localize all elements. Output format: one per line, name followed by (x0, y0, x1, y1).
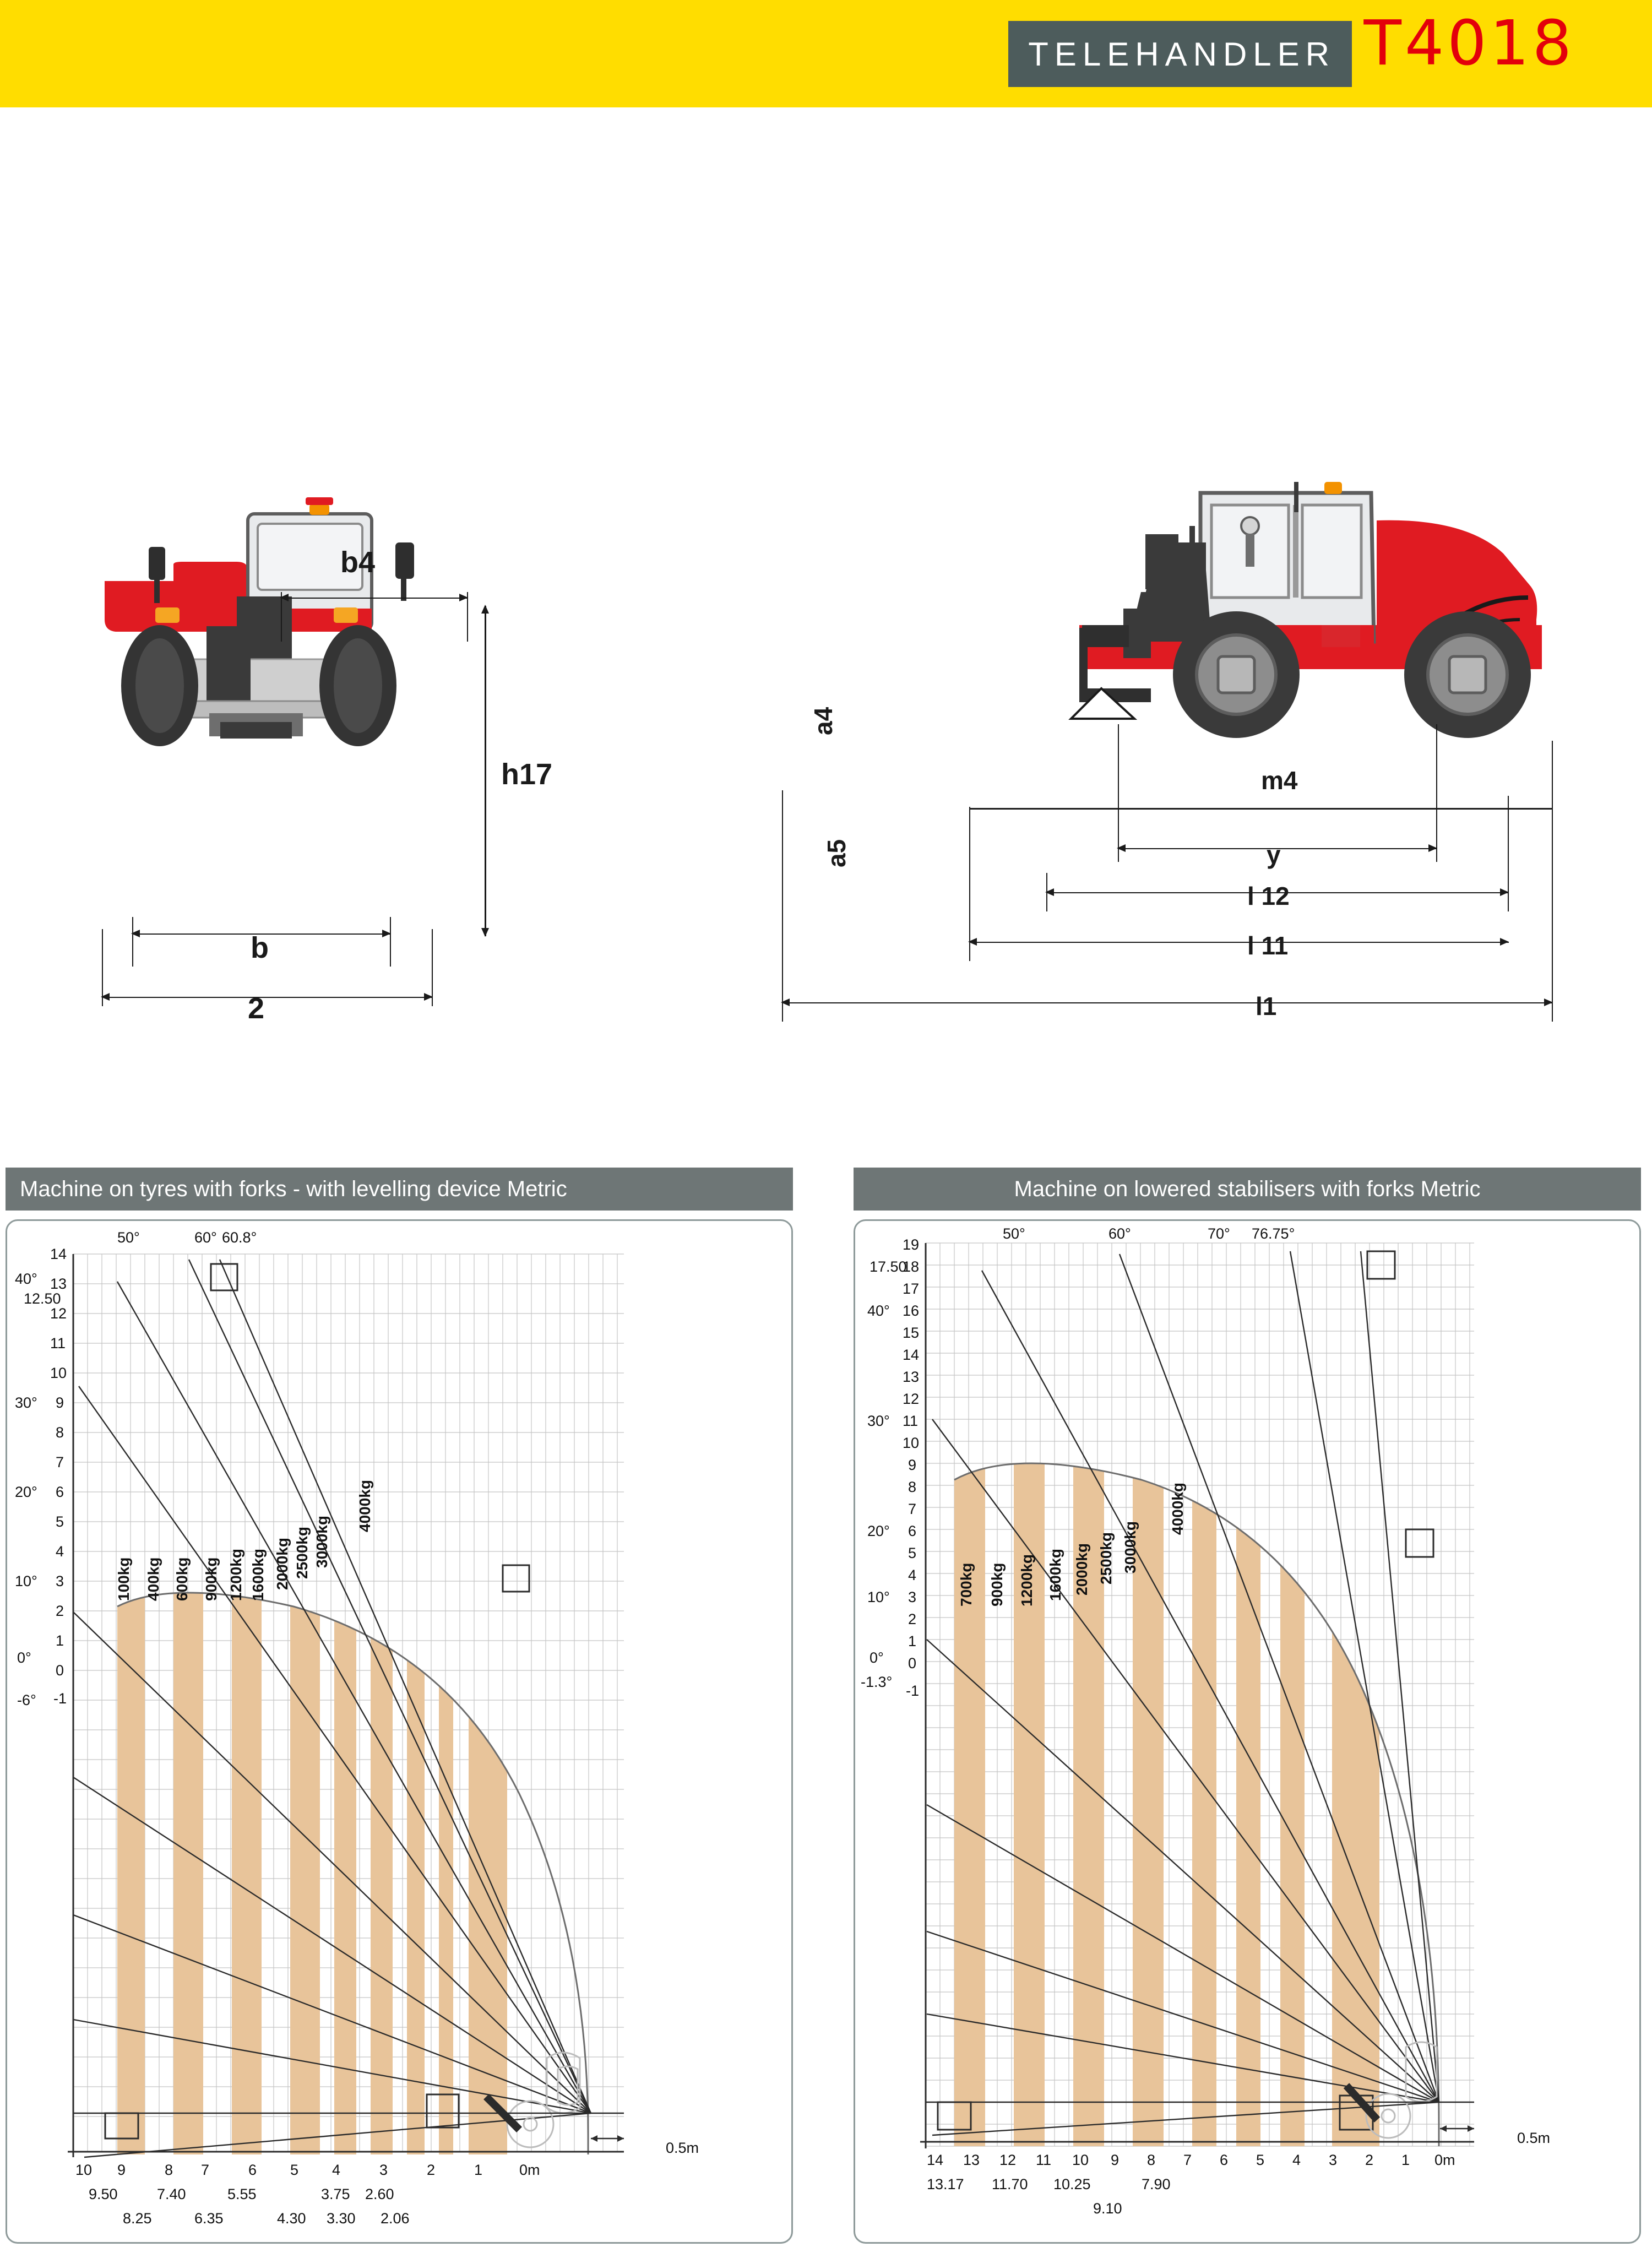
band-700kg: 700kg (958, 1562, 975, 1606)
angle-40: 40° (15, 1271, 37, 1287)
y-tick-4: 4 (56, 1543, 64, 1560)
y-extra-1250: 12.50 (24, 1290, 61, 1307)
dim-b4-line (281, 598, 468, 599)
band-2500kg: 2500kg (294, 1527, 311, 1579)
x-tick-3r: 3 (1329, 2152, 1338, 2168)
x-tick-2: 2 (427, 2162, 436, 2178)
x-subtick-635: 6.35 (194, 2210, 224, 2227)
front-view-machine (72, 482, 529, 768)
dim-overall-line (102, 997, 432, 998)
header-category-tag: TELEHANDLER (1008, 21, 1352, 87)
x-subtick-950: 9.50 (89, 2186, 118, 2202)
label-l11: l 11 (1247, 931, 1289, 960)
angle-60r: 60° (1108, 1225, 1131, 1242)
x-subtick-206: 2.06 (381, 2210, 410, 2227)
band-1600kg-r: 1600kg (1047, 1549, 1064, 1601)
x-tick-3: 3 (379, 2162, 388, 2178)
band-1200kg-r: 1200kg (1018, 1554, 1035, 1606)
dim-overall-tick-right (432, 929, 433, 1006)
x-tick-1r: 1 (1401, 2152, 1410, 2168)
band-3000kg-r: 3000kg (1122, 1521, 1139, 1573)
x-tick-11r: 11 (1036, 2152, 1052, 2168)
x-tick-9: 9 (117, 2162, 126, 2178)
y-tick-8: 8 (56, 1424, 64, 1441)
y-tick-16: 16 (903, 1302, 920, 1319)
x-tick-9r: 9 (1111, 2152, 1120, 2168)
angle-0: 0° (17, 1649, 31, 1666)
y-tick-13r: 13 (903, 1369, 920, 1385)
x-tick-13r: 13 (963, 2152, 980, 2168)
dim-l1-tick-right (1552, 741, 1553, 1022)
dim-h17-arrow-up (481, 605, 489, 614)
y-tick-14r: 14 (903, 1347, 920, 1363)
y-tick-3: 3 (56, 1573, 64, 1589)
dim-l11-tick-left (969, 807, 970, 961)
y-tick-4r: 4 (908, 1567, 917, 1583)
y-tick-10r: 10 (903, 1435, 920, 1451)
header-model-number: T4018 (1363, 8, 1575, 79)
angle-30r: 30° (867, 1413, 890, 1429)
label-l12: l 12 (1247, 882, 1290, 910)
y-extra-1750: 17.50 (870, 1258, 907, 1275)
label-b: b (251, 931, 269, 964)
band-400kg: 400kg (145, 1557, 162, 1601)
y-tick-3r: 3 (908, 1589, 917, 1605)
y-tick-12r: 12 (903, 1391, 920, 1407)
x-subtick-1170: 11.70 (992, 2176, 1028, 2192)
dim-h17-arrow-down (481, 928, 489, 937)
dim-y-tick-left (1118, 724, 1119, 862)
x-subtick-555: 5.55 (227, 2186, 257, 2202)
panel-stabilisers-box (854, 1219, 1641, 2244)
label-b4: b4 (340, 546, 376, 579)
x-subtick-330: 3.30 (327, 2210, 356, 2227)
x-tick-12r: 12 (999, 2152, 1017, 2168)
label-l1: l1 (1256, 992, 1277, 1021)
x-tick-4r: 4 (1292, 2152, 1301, 2168)
note-half-metre: 0.5m (666, 2140, 699, 2156)
dim-y-tick-right (1436, 724, 1437, 862)
dim-l12-tick-left (1046, 873, 1047, 911)
band-3000kg: 3000kg (313, 1516, 330, 1568)
panel-tyres-box (6, 1219, 793, 2244)
band-1600kg: 1600kg (249, 1549, 267, 1601)
label-h17: h17 (501, 758, 553, 791)
x-subtick-1025: 10.25 (1053, 2176, 1091, 2192)
label-y: y (1267, 840, 1281, 869)
angle-50r: 50° (1003, 1225, 1025, 1242)
y-tick-8r: 8 (908, 1479, 917, 1495)
x-subtick-825: 8.25 (123, 2210, 152, 2227)
y-tick-10: 10 (50, 1365, 67, 1381)
y-tick-minus1r: -1 (906, 1682, 920, 1699)
y-tick-15: 15 (903, 1325, 920, 1341)
y-tick-6: 6 (56, 1484, 64, 1500)
angle-minus6: -6° (17, 1692, 36, 1708)
angle-minus13r: -1.3° (861, 1674, 893, 1690)
dim-b-tick-left (132, 917, 133, 967)
x-tick-0m: 0m (519, 2162, 540, 2178)
label-a4: a4 (809, 707, 838, 735)
dim-overall-tick-left (102, 929, 103, 1006)
y-tick-19: 19 (903, 1236, 920, 1253)
machine-drawings (0, 107, 1652, 1148)
angle-60-8: 60.8° (222, 1229, 257, 1246)
y-tick-7r: 7 (908, 1501, 917, 1517)
x-subtick-1317: 13.17 (927, 2176, 964, 2192)
y-tick-14: 14 (50, 1246, 67, 1262)
band-2000kg-r: 2000kg (1073, 1543, 1090, 1595)
y-tick-minus1: -1 (53, 1690, 67, 1707)
y-tick-6r: 6 (908, 1523, 917, 1539)
x-tick-1: 1 (474, 2162, 483, 2178)
y-tick-2r: 2 (908, 1611, 917, 1627)
x-tick-10r: 10 (1072, 2152, 1089, 2168)
ground-line-side (969, 808, 1553, 810)
angle-20: 20° (15, 1484, 37, 1500)
band-900kg-r: 900kg (988, 1562, 1006, 1606)
y-tick-12: 12 (50, 1305, 67, 1322)
angle-70r: 70° (1208, 1225, 1230, 1242)
x-tick-8: 8 (165, 2162, 173, 2178)
angle-40r: 40° (867, 1302, 890, 1319)
y-tick-2: 2 (56, 1603, 64, 1619)
panel-stabilisers-title: Machine on lowered stabilisers with forks Metric (854, 1168, 1641, 1211)
band-2000kg: 2000kg (274, 1538, 291, 1590)
band-2500kg-r: 2500kg (1097, 1532, 1115, 1584)
x-subtick-910: 9.10 (1093, 2200, 1122, 2217)
band-4000kg: 4000kg (356, 1480, 373, 1532)
label-overall-width: 2 (248, 992, 265, 1025)
y-tick-9: 9 (56, 1394, 64, 1411)
dim-h17-line (485, 606, 486, 936)
band-100kg: 100kg (115, 1557, 132, 1601)
x-tick-7: 7 (201, 2162, 210, 2178)
x-subtick-740: 7.40 (157, 2186, 186, 2202)
y-tick-13: 13 (50, 1276, 67, 1292)
angle-10r: 10° (867, 1589, 890, 1605)
dim-b4-tick-right (467, 592, 468, 642)
x-subtick-430: 4.30 (277, 2210, 306, 2227)
x-tick-5r: 5 (1256, 2152, 1265, 2168)
y-tick-9r: 9 (908, 1457, 917, 1473)
x-subtick-260: 2.60 (365, 2186, 394, 2202)
y-tick-5r: 5 (908, 1545, 917, 1561)
angle-20r: 20° (867, 1523, 890, 1539)
angle-30: 30° (15, 1394, 37, 1411)
label-m4: m4 (1261, 766, 1298, 795)
panel-tyres-title: Machine on tyres with forks - with levelling device Metric (6, 1168, 793, 1211)
dim-l1-line (782, 1002, 1553, 1003)
angle-10: 10° (15, 1573, 37, 1589)
side-view-svg (771, 460, 1569, 823)
load-chart-stabilisers (855, 1221, 1639, 2243)
x-tick-6: 6 (248, 2162, 257, 2178)
front-view-svg (72, 482, 529, 779)
side-view-machine (771, 460, 1569, 812)
y-tick-18: 18 (903, 1258, 920, 1275)
x-tick-4: 4 (332, 2162, 341, 2178)
dim-l1-tick-left (782, 790, 783, 1022)
angle-7675r: 76.75° (1252, 1225, 1295, 1242)
y-tick-1r: 1 (908, 1633, 917, 1649)
dim-l12-tick-right (1508, 796, 1509, 911)
band-900kg: 900kg (203, 1557, 220, 1601)
panel-stabilisers-with-forks (854, 1168, 1641, 2244)
band-1200kg: 1200kg (227, 1549, 244, 1601)
y-tick-7: 7 (56, 1454, 64, 1470)
angle-60: 60° (194, 1229, 217, 1246)
angle-50: 50° (117, 1229, 140, 1246)
x-tick-2r: 2 (1365, 2152, 1374, 2168)
dim-l11-line (969, 942, 1509, 943)
page-header (0, 0, 1652, 107)
y-tick-17: 17 (903, 1280, 920, 1297)
band-600kg: 600kg (173, 1557, 191, 1601)
y-tick-1: 1 (56, 1632, 64, 1649)
dim-b4-tick-left (281, 592, 282, 642)
x-tick-0mr: 0m (1434, 2152, 1455, 2168)
label-a5: a5 (822, 839, 851, 867)
x-tick-5: 5 (290, 2162, 299, 2178)
y-tick-11: 11 (50, 1335, 66, 1352)
x-tick-8r: 8 (1147, 2152, 1156, 2168)
band-4000kg-r: 4000kg (1169, 1483, 1186, 1535)
y-tick-5: 5 (56, 1513, 64, 1530)
x-tick-6r: 6 (1220, 2152, 1229, 2168)
angle-0r: 0° (870, 1649, 884, 1666)
x-tick-10: 10 (75, 2162, 93, 2178)
dim-l11-arrow-right (1500, 938, 1509, 946)
note-half-metre-r: 0.5m (1517, 2130, 1551, 2146)
x-subtick-375: 3.75 (321, 2186, 350, 2202)
y-tick-0: 0 (56, 1662, 64, 1679)
dim-b-tick-right (390, 917, 391, 967)
y-tick-0r: 0 (908, 1655, 917, 1671)
x-tick-14r: 14 (927, 2152, 944, 2168)
x-tick-7r: 7 (1183, 2152, 1192, 2168)
load-chart-tyres (7, 1221, 791, 2243)
panel-tyres-with-forks (6, 1168, 793, 2244)
x-subtick-790: 7.90 (1142, 2176, 1171, 2192)
y-tick-11r: 11 (903, 1413, 919, 1429)
